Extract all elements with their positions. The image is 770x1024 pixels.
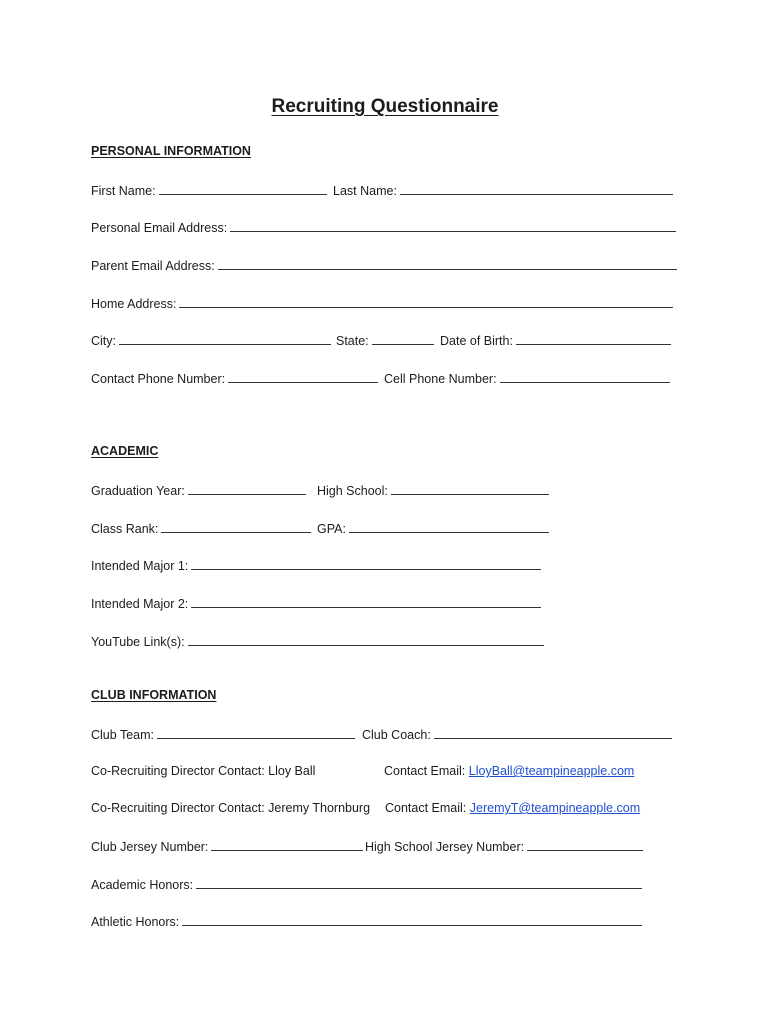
city-label: City: xyxy=(91,334,116,348)
parent-email-label: Parent Email Address: xyxy=(91,259,215,273)
club-jersey-field[interactable] xyxy=(211,837,363,851)
major1-label: Intended Major 1: xyxy=(91,559,189,573)
home-address-row xyxy=(91,294,673,312)
youtube-row xyxy=(91,632,544,650)
class-rank-label: Class Rank: xyxy=(91,522,159,536)
club-team-field[interactable] xyxy=(157,725,355,739)
personal-email-field[interactable] xyxy=(230,218,676,232)
high-school-field[interactable] xyxy=(391,481,549,495)
state-field[interactable] xyxy=(372,331,434,345)
major2-field[interactable] xyxy=(191,594,541,608)
last-name-label: Last Name: xyxy=(333,184,397,198)
section-heading-academic: ACADEMIC xyxy=(91,444,159,458)
city-field[interactable] xyxy=(119,331,331,345)
home-address-label: Home Address: xyxy=(91,297,177,311)
personal-email-label: Personal Email Address: xyxy=(91,221,228,235)
athletic-honors-row xyxy=(91,912,642,930)
hs-jersey-field[interactable] xyxy=(527,837,643,851)
first-name-label: First Name: xyxy=(91,184,156,198)
club-coach-field[interactable] xyxy=(434,725,672,739)
section-heading-personal: PERSONAL INFORMATION xyxy=(91,144,251,158)
personal-email-row xyxy=(91,218,676,236)
section-heading-club: CLUB INFORMATION xyxy=(91,688,217,702)
dob-field[interactable] xyxy=(516,331,671,345)
contact-phone-label: Contact Phone Number: xyxy=(91,372,226,386)
first-name-field[interactable] xyxy=(159,181,327,195)
parent-email-row xyxy=(91,256,677,274)
athletic-honors-label: Athletic Honors: xyxy=(91,915,180,929)
director2-text: Co-Recruiting Director Contact: Jeremy Thornburg xyxy=(91,801,371,815)
major2-row xyxy=(91,594,541,612)
major2-label: Intended Major 2: xyxy=(91,597,189,611)
club-jersey-label: Club Jersey Number: xyxy=(91,840,209,854)
club-coach-label: Club Coach: xyxy=(362,728,431,742)
dob-label: Date of Birth: xyxy=(440,334,513,348)
club-team-label: Club Team: xyxy=(91,728,154,742)
last-name-field[interactable] xyxy=(400,181,673,195)
academic-honors-label: Academic Honors: xyxy=(91,878,194,892)
contact-email2-link[interactable]: JeremyT@teampineapple.com xyxy=(469,801,641,815)
gpa-label: GPA: xyxy=(317,522,346,536)
major1-field[interactable] xyxy=(191,556,541,570)
athletic-honors-field[interactable] xyxy=(182,912,642,926)
cell-phone-field[interactable] xyxy=(500,369,670,383)
home-address-field[interactable] xyxy=(179,294,673,308)
grad-year-label: Graduation Year: xyxy=(91,484,185,498)
youtube-field[interactable] xyxy=(188,632,544,646)
major1-row xyxy=(91,556,541,574)
youtube-label: YouTube Link(s): xyxy=(91,635,185,649)
academic-honors-row xyxy=(91,875,642,893)
gpa-field[interactable] xyxy=(349,519,549,533)
contact-email1-link[interactable]: LloyBall@teampineapple.com xyxy=(468,764,635,778)
director1-text: Co-Recruiting Director Contact: Lloy Ball xyxy=(91,764,316,778)
academic-honors-field[interactable] xyxy=(196,875,642,889)
contact-email1-label: Contact Email: xyxy=(384,764,466,778)
contact-phone-field[interactable] xyxy=(228,369,378,383)
cell-phone-label: Cell Phone Number: xyxy=(384,372,497,386)
class-rank-field[interactable] xyxy=(161,519,311,533)
state-label: State: xyxy=(336,334,369,348)
hs-jersey-label: High School Jersey Number: xyxy=(365,840,525,854)
grad-year-field[interactable] xyxy=(188,481,306,495)
page-title: Recruiting Questionnaire xyxy=(271,96,499,117)
contact-email2-label: Contact Email: xyxy=(385,801,467,815)
high-school-label: High School: xyxy=(317,484,388,498)
parent-email-field[interactable] xyxy=(218,256,677,270)
